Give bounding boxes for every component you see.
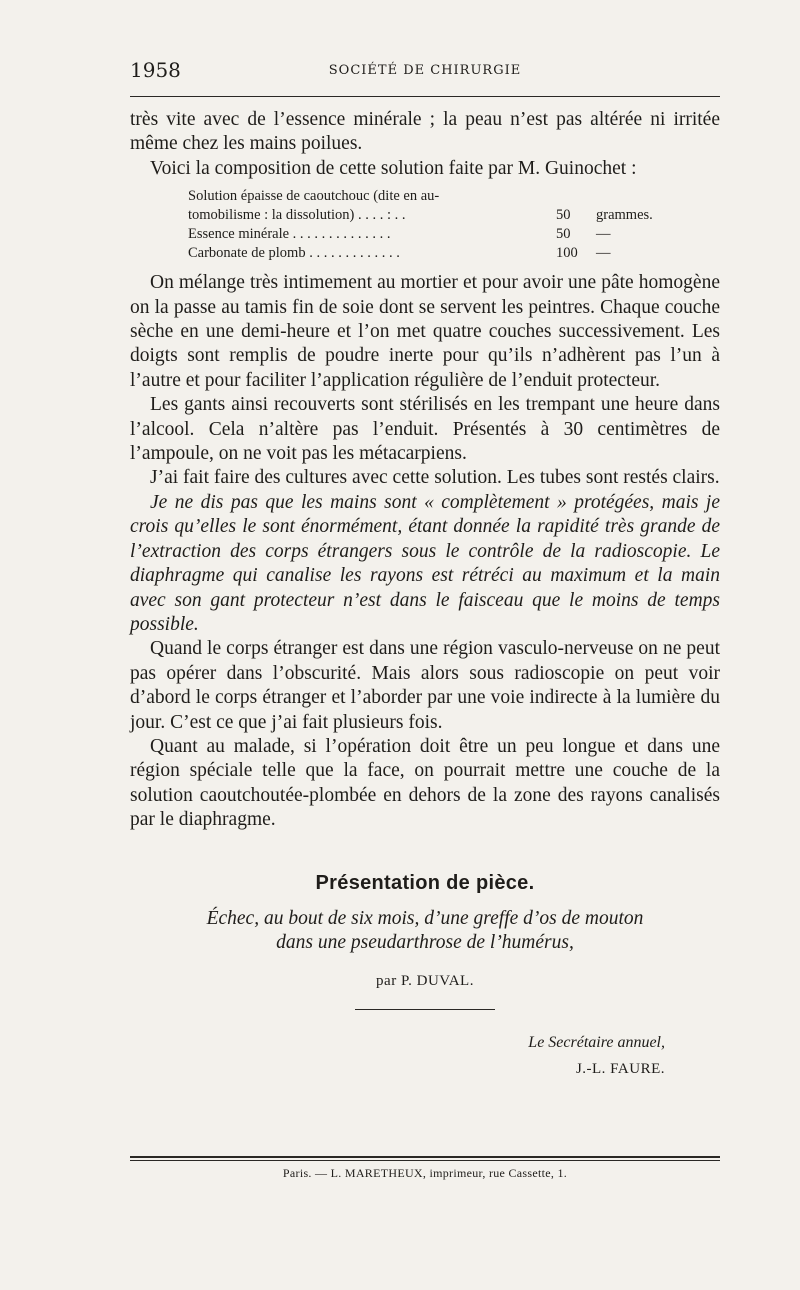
ingredient-unit: grammes. [596,207,653,224]
signature-name: J.-L. FAURE. [575,1061,665,1078]
paragraph: J’ai fait faire des cultures avec cette solution. Les tubes sont restés clairs. [150,467,720,489]
ingredient-name: Solution épaisse de caoutchouc (dite en au- [188,188,440,205]
section-author: par P. DUVAL. [376,972,474,989]
footer-rule-thin [130,1160,720,1161]
running-head: SOCIÉTÉ DE CHIRURGIE [328,63,522,78]
signature-title: Le Secrétaire annuel, [528,1034,665,1052]
page-header [130,58,720,88]
section-title: Présentation de pièce. [315,871,535,894]
signature-block [130,1030,720,1082]
paragraph: Quant au malade, si l’opération doit être un peu longue et dans une région spéciale telle que la face, on pourrait mettre une couche de la solution caoutchoutée-plombée en dehors de la zone des rayons canalisés par le diaphragme. [130,735,720,831]
ingredient-name: Carbonate de plomb . . . . . . . . . . . . . [188,245,400,262]
composition-row [188,187,658,206]
ingredient-name: tomobilisme : la dissolution) . . . . : . . [188,207,406,224]
ingredient-qty: 100 [556,245,578,262]
paragraph: On mélange très intimement au mortier et pour avoir une pâte homogène on la passe au tamis fin de soie dont se servent les peintres. Chaque couche sèche en une demi-heure et l’on met quatre couches successivement. Les doigts sont remplis de poudre inerte pour qu’ils n’adhèrent pas l’un à l’autre et pour faciliter l’application régulière de l’enduit protecteur. [130,272,720,391]
subtitle-line: Échec, au bout de six mois, d’une greffe d’os de mouton [206,907,644,929]
paragraph: très vite avec de l’essence minérale ; la peau n’est pas altérée ni irritée même chez les mains poilues. [130,109,720,155]
paragraph: Voici la composition de cette solution faite par M. Guinochet : [150,157,637,179]
page-number: 1958 [130,58,181,82]
subtitle-line: dans une pseudarthrose de l’humérus, [276,931,574,953]
section-subtitle [130,907,720,955]
paragraph: Quand le corps étranger est dans une région vasculo-nerveuse on ne peut pas opérer dans l’obscurité. Mais alors sous radioscopie on peut voir d’abord le corps étranger et l’aborder par une voie indirecte à la lumière du jour. C’est ce que j’ai fait plusieurs fois. [130,638,720,733]
italic-paragraph: Je ne dis pas que les mains sont « complètement » protégées, mais je crois qu’elles le sont énormément, étant donnée la rapidité très grande de l’extraction des corps étrangers sous le contrôle de la radioscopie. Le diaphragme qui canalise les rayons est rétréci au maximum et la main avec son gant protecteur n’est dans le faisceau que le moins de temps possible. [130,491,720,635]
paragraph: Les gants ainsi recouverts sont stérilisés en les trempant une heure dans l’alcool. Cela n’altère pas l’enduit. Présentés à 30 centimètres de l’ampoule, on ne voit pas les métacarpiens. [130,394,720,465]
footer-rule [130,1156,720,1158]
ingredient-unit: — [596,245,611,262]
ingredient-name: Essence minérale . . . . . . . . . . . . . . [188,226,391,243]
ingredient-qty: 50 [556,226,571,243]
ingredient-unit: — [596,226,611,243]
header-rule [130,96,720,97]
section-rule [355,1009,495,1010]
imprint-line: Paris. — L. MARETHEUX, imprimeur, rue Cassette, 1. [282,1166,568,1180]
composition-table [188,187,658,263]
body-text [130,108,720,1082]
composition-row [188,206,658,225]
composition-row [188,225,658,244]
ingredient-qty: 50 [556,207,571,224]
composition-row [188,244,658,263]
